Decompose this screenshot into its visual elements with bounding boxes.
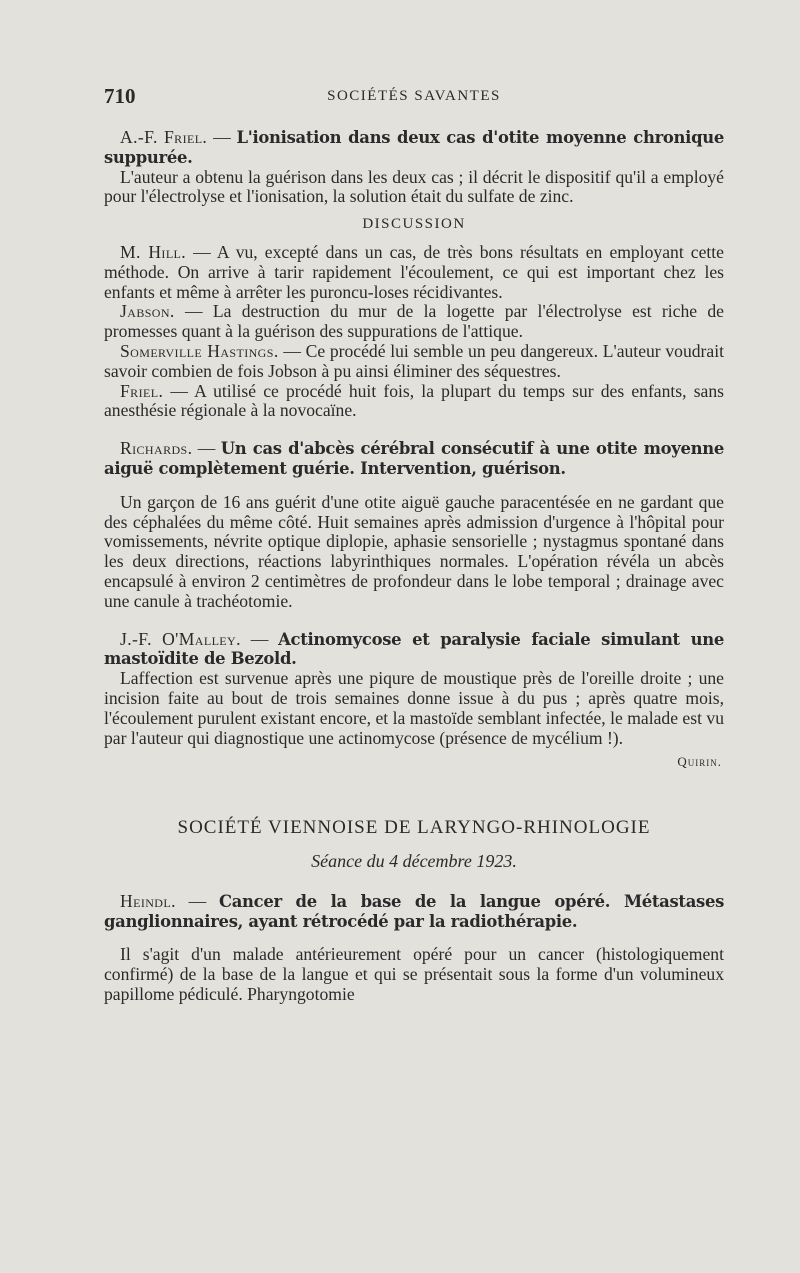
article-heading-heindl [104, 892, 724, 932]
author-name: A.-F. Friel. [120, 127, 208, 147]
discussion-heading: DISCUSSION [362, 216, 466, 233]
running-head: SOCIÉTÉS SAVANTES [327, 88, 501, 104]
dash: — [192, 438, 221, 459]
page-body [104, 128, 724, 1005]
dash: — [207, 127, 237, 147]
article-heading-friel [104, 128, 724, 168]
speaker-name: Friel. [120, 380, 164, 401]
page-number: 710 [104, 84, 136, 108]
discussion-text: — La destruction du mur de la logette par l'électrolyse est riche de promesses quant à la guérison des suppurations de l'attique. [104, 301, 724, 342]
discussion-entry [104, 302, 724, 342]
author-name: Richards. [120, 438, 193, 459]
dash: — [175, 890, 219, 911]
article-text: Laffection est survenue après une piqure de moustique près de l'oreille droite ; une incision faite au bout de trois semaines donne issue à du pus ; après quatre mois, l'écoulement purulent existant encore, et la mastoïde semblant infectée, le malade est vu par l'auteur qui diagnostique une actinomycose (présence de mycélium !). [104, 668, 724, 748]
author-name: Heindl. [120, 890, 176, 911]
article-text: Il s'agit d'un malade antérieurement opéré pour un cancer (histologiquement confirmé) de la base de la langue et qui se présentait sous la forme d'un volumineux papillome pédiculé. Pharyngotomie [104, 944, 724, 1004]
discussion-text: — A vu, excepté dans un cas, de très bons résultats en employant cette méthode. On arrive à tarir rapidement l'écoulement, ce qui est important chez les enfants et même à arrêter les puroncu-loses récidivantes. [104, 241, 724, 302]
article-text: Un garçon de 16 ans guérit d'une otite aiguë gauche paracentésée en ne gardant que des céphalées du même côté. Huit semaines après admission d'urgence à l'hôpital pour vomissements, névrite optique diplopie, aphasie sensorielle ; nystagmus spontané dans les deux directions, réactions labyrinthiques normales. L'opération révéla un abcès encapsulé à environ 2 centimètres de profondeur dans le lobe temporal ; drainage avec une canule à trachéotomie. [104, 491, 724, 611]
article-heading-richards [104, 439, 724, 479]
article-title: Actinomycose et paralysie faciale simulant une mastoïdite de Bezold. [104, 629, 724, 669]
reviewer-signature: Quirin. [677, 754, 722, 770]
discussion-entry [104, 382, 724, 422]
article-text: L'auteur a obtenu la guérison dans les deux cas ; il décrit le dispositif qu'il a employé pour l'électrolyse et l'ionisation, la solution était du sulfate de zinc. [104, 166, 724, 207]
speaker-name: Somerville Hastings. [120, 340, 279, 361]
author-name: J.-F. O'Malley. [120, 628, 241, 649]
discussion-text: — A utilisé ce procédé huit fois, la plupart du temps sur des enfants, sans anesthésie régionale à la novocaïne. [104, 380, 724, 421]
dash: — [240, 628, 279, 649]
society-heading: SOCIÉTÉ VIENNOISE DE LARYNGO-RHINOLOGIE [177, 817, 651, 839]
article-heading-omalley [104, 630, 724, 670]
article-title: L'ionisation dans deux cas d'otite moyenne chronique suppurée. [104, 128, 724, 167]
page-header [104, 84, 724, 114]
seance-date: Séance du 4 décembre 1923. [311, 850, 517, 871]
discussion-entry [104, 342, 724, 382]
article-title: Cancer de la base de la langue opéré. Métastases ganglionnaires, ayant rétrocédé par la radiothérapie. [104, 891, 725, 931]
speaker-name: Jabson. [120, 301, 175, 322]
article-title: Un cas d'abcès cérébral consécutif à une otite moyenne aiguë complètement guérie. Intervention, guérison. [104, 439, 724, 478]
discussion-entry [104, 243, 724, 302]
discussion-text: — Ce procédé lui semble un peu dangereux. L'auteur voudrait savoir combien de fois Jobson à pu ainsi éliminer des séquestres. [104, 340, 724, 381]
speaker-name: M. Hill. [120, 241, 187, 262]
